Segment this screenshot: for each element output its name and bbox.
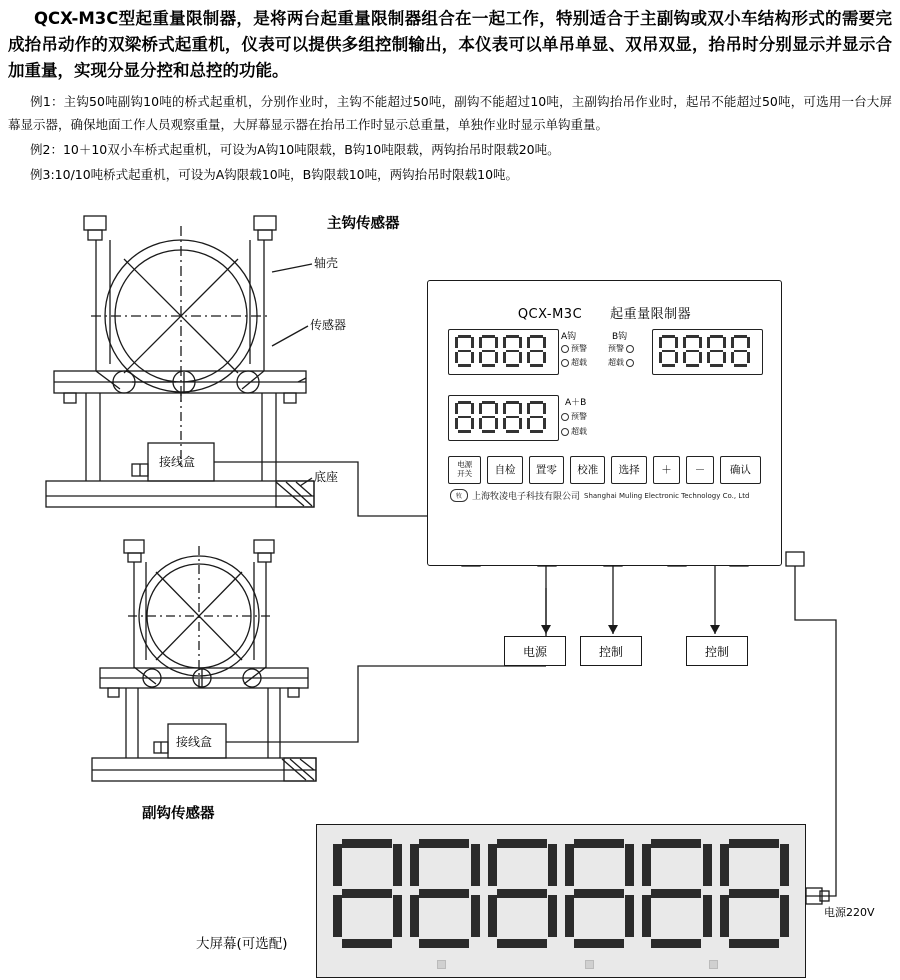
led-indicator-icon	[561, 413, 569, 421]
digit	[488, 839, 557, 951]
led-indicator-icon	[561, 359, 569, 367]
company-name-cn: 上海牧凌电子科技有限公司	[472, 492, 581, 502]
digit	[410, 839, 479, 951]
digit	[333, 839, 402, 951]
display-b-digits	[659, 335, 750, 367]
label-power-220v: 电源220V	[824, 906, 875, 919]
confirm-button[interactable]: 确认	[720, 456, 761, 484]
digit	[683, 335, 702, 367]
led-a-warn-label: 预警	[571, 344, 587, 353]
led-b-over	[608, 357, 634, 368]
panel-title-text: 起重量限制器	[610, 307, 692, 322]
power-button-line1: 电源	[457, 460, 473, 470]
box-control-1: 控制	[580, 636, 642, 666]
digit	[642, 839, 711, 951]
button-row	[448, 455, 761, 485]
led-sum-warn	[561, 411, 587, 422]
label-junction-box-1: 接线盒	[159, 455, 196, 469]
example-2-text: 例2：10＋10双小车桥式起重机，可设为A钩10吨限载，B钩10吨限载，两钩抬吊时限载20吨。	[30, 142, 560, 157]
label-big-screen: 大屏幕(可选配)	[196, 936, 288, 952]
decimal-point-icon	[709, 960, 718, 969]
plus-button[interactable]: ＋	[653, 456, 681, 484]
digit	[565, 839, 634, 951]
label-main-sensor: 主钩传感器	[327, 216, 400, 232]
led-sum-over-label: 超载	[571, 427, 587, 436]
diagram	[0, 196, 900, 980]
power-button-line2: 开关	[457, 469, 473, 478]
big-screen-digits	[333, 839, 789, 951]
calibrate-button[interactable]: 校准	[570, 456, 605, 484]
intro-paragraph	[0, 0, 900, 84]
led-indicator-icon	[626, 359, 634, 367]
led-sum-warn-label: 预警	[571, 412, 587, 421]
digit	[479, 401, 498, 433]
example-2	[8, 138, 892, 161]
led-a-over-label: 超载	[571, 358, 587, 367]
led-a-warn	[561, 343, 587, 354]
digit	[455, 401, 474, 433]
intro-paragraph-text: QCX-M3C型起重量限制器，是将两台起重量限制器组合在一起工作，特别适合于主副钩或双小车结构形式的需要完成抬吊动作的双梁桥式起重机，仪表可以提供多组控制输出，本仪表可以单吊单显、双吊双显，抬吊时分别显示并显示合加重量，实现分显分控和总控的功能。	[8, 9, 892, 80]
company-footer	[450, 489, 770, 502]
display-sum	[448, 395, 559, 441]
label-base: 底座	[314, 470, 339, 484]
examples	[0, 84, 900, 186]
company-logo-icon: 牧	[450, 489, 468, 502]
led-a-over	[561, 357, 587, 368]
led-b-warn-label: 预警	[608, 344, 624, 353]
digit	[479, 335, 498, 367]
digit	[503, 401, 522, 433]
sum-label: A＋B	[565, 398, 587, 408]
label-shell: 轴壳	[314, 256, 339, 270]
display-row	[448, 329, 761, 385]
controller-panel	[427, 280, 782, 566]
decimal-point-icon	[585, 960, 594, 969]
display-b	[652, 329, 763, 375]
example-1	[8, 90, 892, 136]
panel-model: QCX-M3C	[517, 307, 583, 322]
big-screen-display	[316, 824, 806, 978]
intro-text	[0, 0, 900, 186]
led-b-over-label: 超载	[608, 358, 624, 367]
display-a-digits	[455, 335, 546, 367]
display-a	[448, 329, 559, 375]
led-indicator-icon	[626, 345, 634, 353]
led-b-warn	[608, 343, 634, 354]
box-control-2: 控制	[686, 636, 748, 666]
digit	[731, 335, 750, 367]
hook-a-label: A钩	[561, 332, 577, 342]
box-power: 电源	[504, 636, 566, 666]
digit	[455, 335, 474, 367]
panel-title	[428, 303, 781, 322]
zero-button[interactable]: 置零	[529, 456, 564, 484]
example-3-text: 例3:10/10吨桥式起重机，可设为A钩限载10吨，B钩限载10吨，两钩抬吊时限载10吨。	[30, 167, 519, 182]
digit	[527, 335, 546, 367]
digit	[527, 401, 546, 433]
label-aux-sensor: 副钩传感器	[142, 806, 215, 822]
self-check-button[interactable]: 自检	[487, 456, 522, 484]
label-junction-box-2: 接线盒	[176, 735, 213, 749]
digit	[659, 335, 678, 367]
example-3	[8, 163, 892, 186]
example-1-text: 例1：主钩50吨副钩10吨的桥式起重机，分别作业时，主钩不能超过50吨，副钩不能超过10吨，主副钩抬吊作业时，起吊不能超过50吨，可选用一台大屏幕显示器，确保地面工作人员观察重量，大屏幕显示器在抬吊工作时显示总重量，单独作业时显示单钩重量。	[8, 94, 892, 132]
display-sum-digits	[455, 401, 546, 433]
decimal-point-icon	[437, 960, 446, 969]
minus-button[interactable]: －	[686, 456, 714, 484]
led-indicator-icon	[561, 428, 569, 436]
power-button[interactable]	[448, 456, 481, 484]
digit	[707, 335, 726, 367]
led-sum-over	[561, 426, 587, 437]
select-button[interactable]: 选择	[611, 456, 646, 484]
digit	[503, 335, 522, 367]
led-indicator-icon	[561, 345, 569, 353]
hook-b-label: B钩	[612, 332, 628, 342]
label-sensor: 传感器	[310, 318, 347, 332]
company-name-en: Shanghai Muling Electronic Technology Co., Ltd	[584, 491, 750, 500]
digit	[720, 839, 789, 951]
